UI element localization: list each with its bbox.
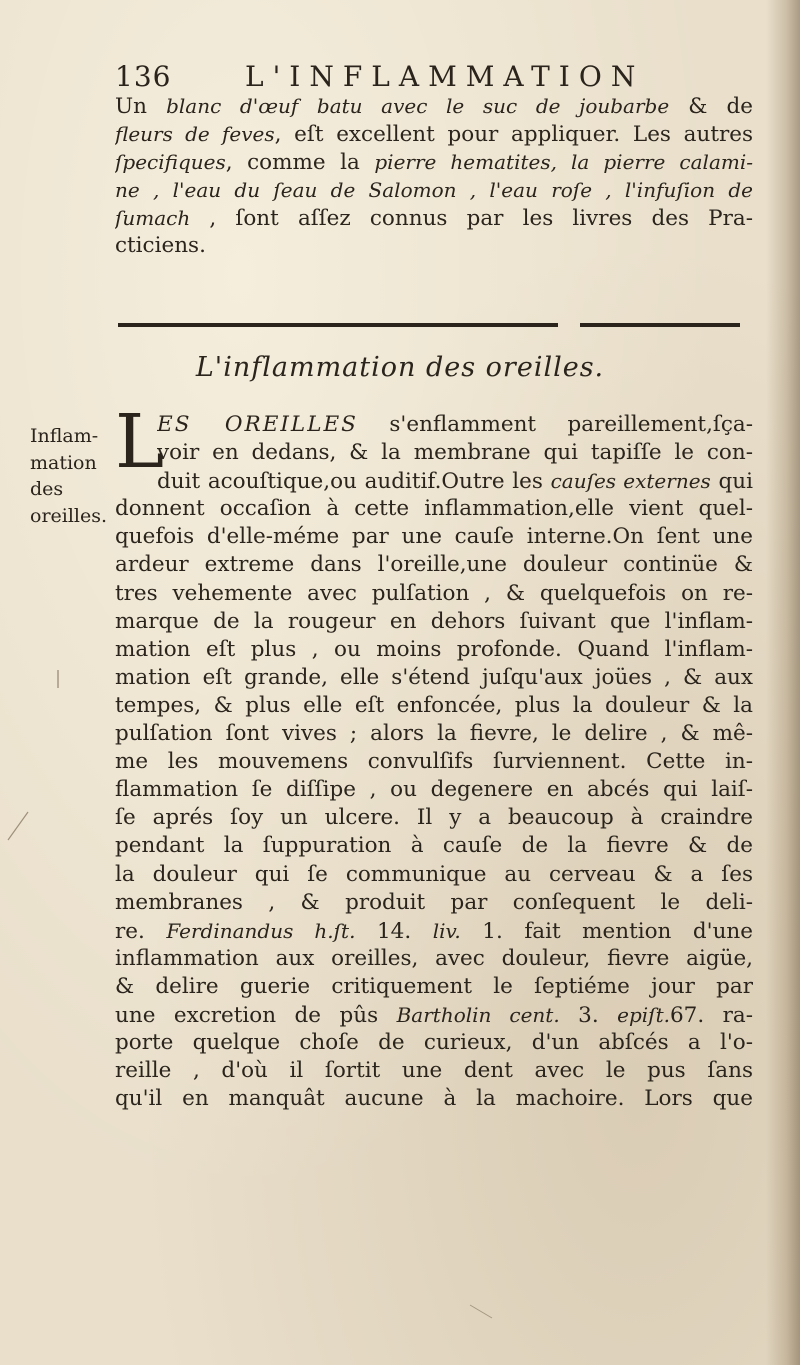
text-line: pendant la ſuppuration à cauſe de la fievre & de bbox=[115, 833, 753, 859]
body-paragraph bbox=[115, 399, 753, 1113]
italic-run: blanc d'œuf batu avec le suc de joubarbe bbox=[166, 94, 670, 118]
text-line bbox=[115, 120, 753, 148]
italic-run: ne , l'eau du ſeau de Salomon , l'eau roſe , l'infuſion de bbox=[115, 178, 753, 203]
text-run: cticiens. bbox=[115, 233, 206, 259]
text-line: membranes , & produit par conſequent le deli- bbox=[115, 889, 753, 915]
page-number: 136 bbox=[115, 60, 172, 93]
text-run: re. bbox=[115, 918, 167, 944]
text-line: la douleur qui ſe communique au cerveau & a ſes bbox=[115, 861, 753, 887]
italic-run: Ferdinandus h.ſt. bbox=[166, 918, 356, 943]
text-line: ſe aprés ſoy un ulcere. Il y a beaucoup à craindre bbox=[115, 805, 753, 831]
italic-run: ſpecifiques bbox=[115, 150, 226, 175]
italic-run: Bartholin cent. bbox=[396, 1002, 560, 1027]
running-title: L'INFLAMMATION bbox=[245, 60, 645, 93]
text-line bbox=[157, 411, 753, 439]
text-line: marque de la rougeur en dehors ſuivant que l'inflam- bbox=[115, 608, 753, 634]
marginal-note-line: Inflam- bbox=[30, 425, 99, 447]
section-title: L'inflammation des oreilles. bbox=[195, 352, 605, 383]
text-line: & delire guerie critiquement le ſeptiéme jour par bbox=[115, 973, 753, 999]
text-line bbox=[157, 467, 753, 495]
top-paragraph bbox=[115, 92, 753, 261]
text-run: Un bbox=[115, 94, 167, 119]
margin-pen-stroke bbox=[470, 1305, 492, 1318]
text-run: 1. fait mention d'une bbox=[460, 918, 753, 944]
text-line: flammation ſe diſſipe , ou degenere en abcés qui laiſ- bbox=[115, 777, 753, 803]
text-line: me les mouvemens convulſifs ſurviennent. Cette in- bbox=[115, 749, 753, 775]
text-line: qu'il en manquât aucune à la machoire. Lors que bbox=[115, 1086, 753, 1112]
marginal-note-line: des bbox=[30, 478, 64, 500]
text-line bbox=[115, 176, 753, 204]
text-line: quefois d'elle-méme par une cauſe interne.On ſent une bbox=[115, 524, 753, 550]
italic-run: ſumach bbox=[115, 206, 191, 231]
marginal-note-line: oreilles. bbox=[30, 504, 108, 527]
text-line: inflammation aux oreilles, avec douleur, fievre aigüe, bbox=[115, 945, 753, 971]
text-line: mation eſt grande, elle s'étend juſqu'aux joües , & aux bbox=[115, 664, 753, 690]
text-line bbox=[115, 1001, 753, 1029]
text-line: porte quelque choſe de curieux, d'un abſcés a l'o- bbox=[115, 1030, 753, 1056]
text-run: s'enflamment pareillement,ſça- bbox=[357, 412, 753, 437]
text-line: donnent occaſion à cette inflammation,elle vient quel- bbox=[115, 496, 753, 522]
text-run: qui bbox=[710, 469, 753, 495]
text-run: 67. ra- bbox=[669, 1002, 753, 1028]
text-line: tempes, & plus elle eſt enfoncée, plus la douleur & la bbox=[115, 692, 753, 718]
section-divider-rule bbox=[118, 323, 558, 327]
italic-run: cauſes externes bbox=[550, 469, 711, 494]
text-run: 3. bbox=[559, 1002, 618, 1028]
italic-run: epiſt. bbox=[617, 1002, 670, 1027]
text-run: , comme la bbox=[225, 150, 375, 176]
text-line: voir en dedans, & la membrane qui tapiſſe le con- bbox=[157, 440, 753, 466]
text-line bbox=[115, 92, 753, 120]
italic-run: ES OREILLES bbox=[157, 412, 358, 437]
italic-run: fleurs de feves bbox=[115, 122, 275, 147]
marginal-note-line: mation bbox=[30, 451, 97, 474]
text-line: tres vehemente avec pulſation , & quelquefois on re- bbox=[115, 580, 753, 606]
text-run: une excretion de pûs bbox=[115, 1002, 397, 1028]
text-line: ardeur extreme dans l'oreille,une douleur continüe & bbox=[115, 552, 753, 578]
text-line bbox=[115, 232, 753, 260]
section-divider-rule-short bbox=[580, 323, 740, 327]
text-line bbox=[115, 204, 753, 232]
text-line bbox=[115, 917, 753, 945]
marginal-note bbox=[30, 423, 112, 529]
text-line: reille , d'où il ſortit une dent avec le pus ſans bbox=[115, 1058, 753, 1084]
text-line: pulſation ſont vives ; alors la fievre, le delire , & mê- bbox=[115, 721, 753, 747]
text-run: 14. bbox=[355, 918, 433, 944]
text-run: duit acouſtique,ou auditif.Outre les bbox=[157, 469, 551, 495]
page-edge-shadow bbox=[766, 0, 800, 1365]
margin-pen-stroke bbox=[8, 812, 28, 840]
drop-cap: L bbox=[115, 399, 165, 485]
text-run: , ſont aſſez connus par les livres des Pra- bbox=[190, 206, 753, 232]
text-line bbox=[115, 148, 753, 176]
text-line: mation eſt plus , ou moins profonde. Quand l'inflam- bbox=[115, 636, 753, 662]
italic-run: pierre hematites, la pierre calami- bbox=[374, 150, 753, 175]
text-run: , eſt excellent pour appliquer. Les autres bbox=[274, 122, 753, 148]
italic-run: liv. bbox=[432, 918, 461, 943]
text-run: & de bbox=[669, 94, 753, 119]
